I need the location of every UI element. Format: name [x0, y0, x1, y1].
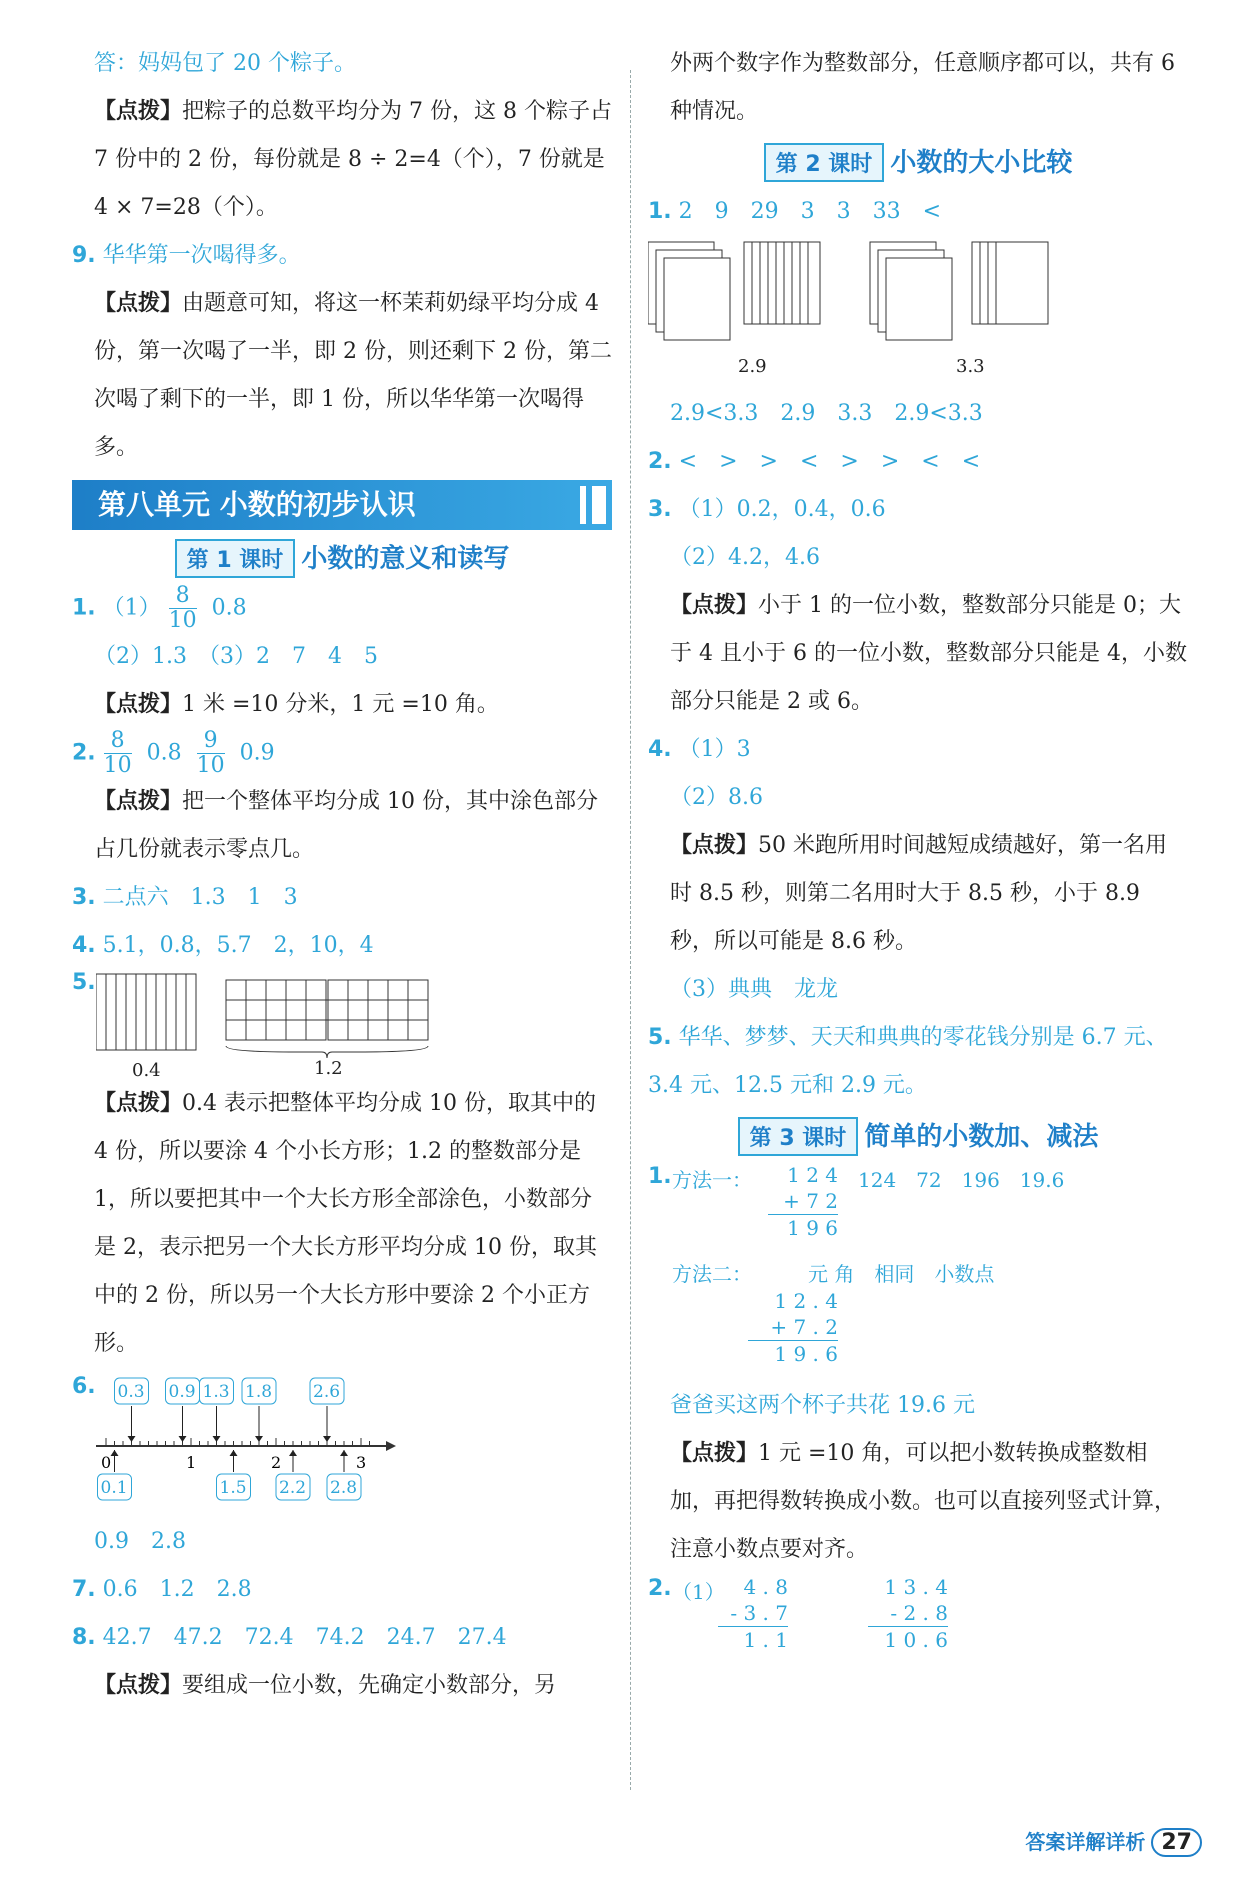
calc-line: 4 . 8	[743, 1575, 788, 1599]
tip-text: 由题意可知，将这一杯茉莉奶绿平均分成 4 份，第一次喝了一半，即 2 份，则还剩下 2 份，第二次喝了剩下的一半，即 1 份，所以华华第一次喝得多。	[94, 291, 612, 460]
calc-line: 1 9 . 6	[774, 1342, 838, 1366]
tip-text: 小于 1 的一位小数，整数部分只能是 0；大于 4 且小于 6 的一位小数，整数部分只能是 4，小数部分只能是 2 或 6。	[670, 593, 1187, 714]
numerator: 9	[197, 729, 225, 754]
method-one	[648, 1162, 1188, 1252]
arrowhead-icon	[179, 1436, 187, 1442]
q1-text: 2 9 29 3 3 33 <	[678, 199, 942, 224]
q8-text: 42.7 47.2 72.4 74.2 24.7 27.4	[102, 1625, 507, 1650]
tip-paragraph	[648, 582, 1188, 726]
tip-text: 1 米 =10 分米，1 元 =10 角。	[182, 692, 499, 717]
answer-line: 答：妈妈包了 20 个粽子。	[94, 51, 356, 76]
q9-number: 9.	[72, 243, 96, 268]
denominator: 10	[196, 753, 225, 778]
q7-text: 0.6 1.2 2.8	[102, 1577, 252, 1602]
tip-text: 把粽子的总数平均分为 7 份，这 8 个粽子占 7 份中的 2 份，每份就是 8 ÷ 2=4（个），7 份就是 4 × 7=28（个）。	[94, 99, 612, 220]
tip-text: 50 米跑所用时间越短成绩越好，第一名用时 8.5 秒，则第二名用时大于 8.5 秒，小于 8.9 秒，所以可能是 8.6 秒。	[670, 833, 1168, 954]
left-column	[72, 40, 612, 1710]
q4-answer	[648, 726, 1188, 774]
q1-answer	[72, 584, 612, 633]
calc-line: 1 0 . 6	[884, 1628, 948, 1652]
numerator: 8	[169, 584, 197, 609]
q2-answer	[72, 729, 612, 778]
decimal-compare-diagram	[648, 236, 1068, 386]
q1-number: 1.	[648, 199, 672, 224]
tick-label: 3	[356, 1453, 367, 1472]
q3-number: 3.	[72, 885, 96, 910]
q1-number: 1.	[648, 1164, 672, 1189]
value-label: 2.2	[279, 1478, 307, 1498]
q5-label-1: 0.4	[132, 1060, 161, 1080]
q1-part: （1）	[102, 595, 161, 621]
q5-answer	[648, 1014, 1188, 1110]
q2-vertical-sub	[648, 1574, 1188, 1664]
denominator: 10	[103, 753, 132, 778]
arrowhead-icon	[128, 1436, 136, 1442]
value-label: 2.8	[330, 1478, 358, 1498]
q2-value: 0.9	[239, 740, 275, 766]
q2-answer	[648, 438, 1188, 486]
calc-line: 1 2 . 4	[774, 1289, 838, 1313]
banner-stripe-icon	[592, 486, 606, 524]
q3-answer-2: （2）4.2，4.6	[670, 545, 820, 570]
q1-answer	[648, 188, 1188, 236]
tip-paragraph	[72, 280, 612, 472]
calc-line: + 7 . 2	[748, 1314, 838, 1341]
label-3-3: 3.3	[956, 356, 985, 377]
number-line	[96, 1368, 426, 1518]
lesson-title: 简单的小数加、减法	[864, 1122, 1099, 1152]
tip-tag: 【点拨】	[94, 692, 183, 717]
lesson-header	[648, 142, 1188, 182]
tenths-3-3	[972, 242, 1048, 324]
q1-number: 1.	[72, 595, 96, 621]
vertical-sub-2	[868, 1574, 948, 1653]
rect-0-4	[96, 974, 196, 1050]
tip-tag: 【点拨】	[94, 789, 183, 814]
q9-answer	[72, 232, 612, 280]
arrowhead-icon	[213, 1436, 221, 1442]
method-values: 124 72 196 19.6	[858, 1168, 1065, 1192]
banner-stripe-icon	[580, 486, 586, 524]
q8-answer	[72, 1614, 612, 1662]
arrowhead-icon	[323, 1436, 331, 1442]
q4-answer-3: （3）典典 龙龙	[670, 977, 838, 1002]
tick-label: 1	[186, 1453, 197, 1472]
arrowhead-icon	[289, 1450, 297, 1456]
fraction	[104, 729, 132, 778]
tip-paragraph	[72, 88, 612, 232]
label-2-9: 2.9	[738, 356, 767, 377]
q9-text: 华华第一次喝得多。	[102, 243, 301, 268]
q7-number: 7.	[72, 1577, 96, 1602]
lesson-number: 第 3 课时	[738, 1117, 859, 1156]
fraction	[169, 584, 197, 633]
q4-answer	[72, 922, 612, 970]
lesson-number: 第 2 课时	[764, 143, 885, 182]
q3-answer	[72, 874, 612, 922]
tip-tag: 【点拨】	[94, 1091, 183, 1116]
q1-answer-2: 2.9<3.3 2.9 3.3 2.9<3.3	[670, 401, 983, 426]
tip-text: 要组成一位小数，先确定小数部分，另	[182, 1673, 557, 1698]
q6-figure	[72, 1368, 612, 1518]
arrowhead-icon	[111, 1450, 119, 1456]
denominator: 10	[168, 608, 197, 633]
calc-line: - 2 . 8	[868, 1600, 948, 1627]
q5-text: 华华、梦梦、天天和典典的零花钱分别是 6.7 元、3.4 元、12.5 元和 2.9 元。	[648, 1025, 1168, 1098]
method-two-answer: 爸爸买这两个杯子共花 19.6 元	[670, 1393, 975, 1418]
method-label: 方法二：	[672, 1262, 752, 1286]
tip-paragraph	[72, 778, 612, 874]
q4-text: 5.1，0.8，5.7 2，10，4	[102, 933, 374, 958]
tip-tag: 【点拨】	[670, 1441, 759, 1466]
tip-tag: 【点拨】	[94, 1673, 183, 1698]
page-footer	[1025, 1826, 1202, 1857]
tip-paragraph	[72, 1662, 612, 1710]
q4-number: 4.	[648, 737, 672, 762]
page-number: 27	[1151, 1828, 1202, 1857]
value-label: 1.3	[202, 1382, 230, 1402]
tick-label: 0	[101, 1453, 112, 1472]
calc-line: 1 9 6	[787, 1216, 838, 1240]
value-label: 0.3	[117, 1382, 145, 1402]
q4-part: （1）3	[678, 737, 751, 762]
tip-tag: 【点拨】	[670, 593, 759, 618]
q3-number: 3.	[648, 497, 672, 522]
arrowhead-icon	[340, 1450, 348, 1456]
lesson-title: 小数的意义和读写	[301, 544, 510, 574]
lesson-number: 第 1 课时	[175, 539, 296, 578]
tip-paragraph	[648, 822, 1188, 966]
lesson-title: 小数的大小比较	[890, 148, 1073, 178]
numerator: 8	[104, 729, 132, 754]
q6-number: 6.	[72, 1374, 96, 1399]
q6-answer: 0.9 2.8	[94, 1529, 186, 1554]
footer-label: 答案详解详析	[1025, 1830, 1146, 1854]
right-column	[648, 40, 1188, 1664]
tip-tag: 【点拨】	[94, 99, 183, 124]
q2-number: 2.	[72, 740, 96, 766]
tick-label: 2	[271, 1453, 282, 1472]
tip-text: 0.4 表示把整体平均分成 10 份，取其中的 4 份，所以要涂 4 个小长方形；1.2 的整数部分是 1，所以要把其中一个大长方形全部涂色，小数部分是 2，表示把另一个大长方形平均分成 10 份，取其中的 2 份，所以另一个大长方形中要涂 2 个小正方形。	[94, 1091, 597, 1356]
column-divider	[630, 70, 631, 1790]
unit-title: 第八单元 小数的初步认识	[98, 488, 416, 521]
tip-text: 把一个整体平均分成 10 份，其中涂色部分占几份就表示零点几。	[94, 789, 598, 862]
tenths-2-9	[744, 242, 820, 324]
q2-number: 2.	[648, 449, 672, 474]
value-label: 1.5	[219, 1478, 247, 1498]
value-label: 0.9	[168, 1382, 196, 1402]
unit-banner	[72, 480, 612, 530]
vertical-add-1	[768, 1162, 838, 1241]
method-words: 元 角 相同 小数点	[808, 1262, 995, 1286]
q8-number: 8.	[72, 1625, 96, 1650]
q3-text: 二点六 1.3 1 3	[102, 885, 298, 910]
q5-label-2: 1.2	[314, 1058, 343, 1079]
q2-value: 0.8	[146, 740, 182, 766]
fraction	[197, 729, 225, 778]
grid-1-2	[226, 980, 428, 1058]
vertical-add-2	[748, 1288, 838, 1367]
calc-line: 1 . 1	[743, 1628, 788, 1652]
q7-answer	[72, 1566, 612, 1614]
method-label: 方法一：	[672, 1168, 752, 1192]
vertical-sub-1	[718, 1574, 788, 1653]
q2-text: < > > < > > < <	[678, 449, 981, 474]
lesson-header	[72, 538, 612, 578]
calc-line: - 3 . 7	[718, 1600, 788, 1627]
q5-number: 5.	[648, 1025, 672, 1050]
calc-line: 1 3 . 4	[884, 1575, 948, 1599]
tip-paragraph	[72, 1080, 612, 1368]
q3-part: （1）0.2，0.4，0.6	[678, 497, 886, 522]
tip-paragraph	[72, 681, 612, 729]
value-label: 2.6	[313, 1382, 341, 1402]
tip-paragraph	[648, 1430, 1188, 1574]
lesson-header	[648, 1116, 1188, 1156]
q5-figure	[72, 970, 612, 1080]
tip-tag: 【点拨】	[670, 833, 759, 858]
value-label: 1.8	[245, 1382, 273, 1402]
q5-number: 5.	[72, 970, 96, 995]
arrowhead-icon	[230, 1450, 238, 1456]
q2-number: 2.	[648, 1576, 672, 1601]
q3-answer	[648, 486, 1188, 534]
squares-2-9	[648, 242, 730, 340]
calc-line: 1 2 4	[787, 1163, 838, 1187]
method-two	[648, 1252, 1188, 1382]
value-label: 0.1	[100, 1478, 128, 1498]
q2-part: （1）	[672, 1580, 725, 1604]
q1-value: 0.8	[211, 595, 247, 621]
q1-answer-2: （2）1.3 （3）2 7 4 5	[94, 644, 378, 669]
calc-line: + 7 2	[768, 1188, 838, 1215]
q4-answer-2: （2）8.6	[670, 785, 763, 810]
continued-tip: 外两个数字作为整数部分，任意顺序都可以，共有 6 种情况。	[670, 51, 1175, 124]
squares-3-3	[870, 242, 952, 340]
q4-number: 4.	[72, 933, 96, 958]
q5-diagram	[96, 970, 516, 1080]
arrowhead-icon	[255, 1436, 263, 1442]
tip-tag: 【点拨】	[94, 291, 183, 316]
tip-text: 1 元 =10 角，可以把小数转换成整数相加，再把得数转换成小数。也可以直接列竖式计算，注意小数点要对齐。	[670, 1441, 1177, 1562]
